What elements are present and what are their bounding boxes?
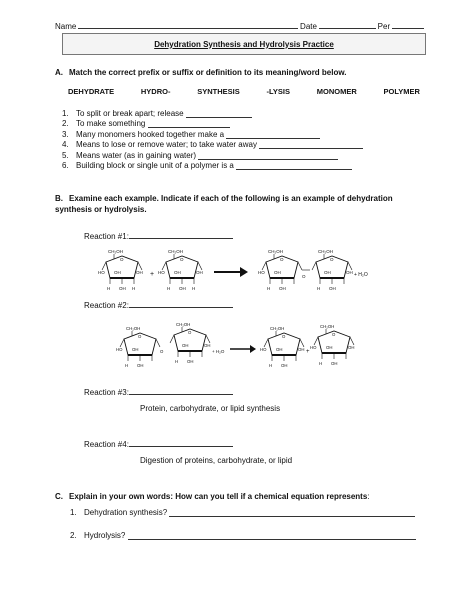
svg-text:OH: OH bbox=[331, 361, 338, 366]
svg-text:HO: HO bbox=[98, 270, 105, 275]
svg-text:H: H bbox=[319, 361, 323, 366]
per-field[interactable] bbox=[392, 22, 424, 29]
water-reactant: + H₂O bbox=[212, 349, 225, 354]
svg-text:O: O bbox=[330, 257, 334, 262]
reaction-1-label: Reaction #1: bbox=[84, 230, 233, 241]
svg-text:CH₂OH: CH₂OH bbox=[318, 249, 333, 254]
svg-text:HO: HO bbox=[260, 347, 267, 352]
svg-text:OH: OH bbox=[204, 343, 211, 348]
term-bank bbox=[68, 87, 420, 96]
svg-text:O: O bbox=[302, 274, 306, 279]
reaction-arrow-icon bbox=[230, 345, 256, 353]
svg-text:OH: OH bbox=[274, 270, 281, 275]
worksheet-title bbox=[62, 33, 426, 55]
svg-text:O: O bbox=[138, 334, 142, 339]
list-item: 6. Building block or single unit of a polymer is a bbox=[62, 161, 363, 171]
svg-text:OH: OH bbox=[324, 270, 331, 275]
title-text: Dehydration Synthesis and Hydrolysis Practice bbox=[154, 39, 334, 49]
svg-text:H: H bbox=[175, 359, 179, 364]
answer-blank[interactable] bbox=[259, 140, 363, 149]
water-product: + H₂O bbox=[354, 272, 368, 278]
term-lysis: -LYSIS bbox=[266, 87, 291, 96]
svg-text:H: H bbox=[167, 286, 171, 291]
answer-blank[interactable] bbox=[148, 119, 230, 128]
name-field[interactable] bbox=[78, 22, 298, 29]
svg-text:OH: OH bbox=[196, 270, 203, 275]
svg-text:CH₂OH: CH₂OH bbox=[126, 326, 141, 331]
reaction-3-answer[interactable] bbox=[129, 386, 233, 395]
name-label: Name bbox=[55, 22, 77, 31]
svg-text:OH: OH bbox=[182, 343, 189, 348]
list-item: 4. Means to lose or remove water; to take water away bbox=[62, 140, 363, 150]
term-synthesis: SYNTHESIS bbox=[197, 87, 240, 96]
list-item: 1. To split or break apart; release bbox=[62, 109, 363, 119]
section-c-item-2: 2. Hydrolysis? bbox=[70, 531, 416, 540]
svg-text:H: H bbox=[269, 363, 273, 368]
reaction-1-answer[interactable] bbox=[129, 230, 233, 239]
svg-text:OH: OH bbox=[276, 347, 283, 352]
svg-text:CH₂OH: CH₂OH bbox=[108, 249, 123, 254]
svg-text:O: O bbox=[188, 330, 192, 335]
section-c-item-1: 1. Dehydration synthesis? bbox=[70, 508, 415, 517]
term-dehydrate: DEHYDRATE bbox=[68, 87, 115, 96]
date-label: Date bbox=[300, 22, 317, 31]
svg-text:OH: OH bbox=[326, 345, 333, 350]
svg-text:OH: OH bbox=[179, 286, 186, 291]
reaction-arrow-icon bbox=[214, 267, 248, 277]
svg-text:HO: HO bbox=[158, 270, 165, 275]
svg-text:OH: OH bbox=[279, 286, 286, 291]
svg-text:H: H bbox=[192, 286, 196, 291]
section-a-question: A. Match the correct prefix or suffix or definition to its meaning/word below. bbox=[55, 68, 347, 77]
svg-text:HO: HO bbox=[116, 347, 123, 352]
term-monomer: MONOMER bbox=[316, 87, 357, 96]
svg-text:OH: OH bbox=[174, 270, 181, 275]
svg-text:OH: OH bbox=[137, 363, 144, 368]
svg-text:OH: OH bbox=[346, 270, 353, 275]
section-b-question: B. Examine each example. Indicate if each of the following is an example of dehydration synthesis or hydrolysis. bbox=[55, 194, 393, 214]
svg-text:O: O bbox=[160, 349, 164, 354]
svg-text:H: H bbox=[267, 286, 271, 291]
section-c-question: C. Explain in your own words: How can you tell if a chemical equation represents: bbox=[55, 492, 370, 501]
svg-text:OH: OH bbox=[136, 270, 143, 275]
svg-text:H: H bbox=[317, 286, 321, 291]
svg-text:O: O bbox=[120, 257, 124, 262]
list-item: 3. Many monomers hooked together make a bbox=[62, 130, 363, 140]
reaction-4-prompt: Digestion of proteins, carbohydrate, or lipid bbox=[140, 456, 293, 465]
answer-line[interactable] bbox=[128, 531, 416, 540]
svg-text:OH: OH bbox=[114, 270, 121, 275]
term-hydro: HYDRO- bbox=[140, 87, 171, 96]
reaction-3-prompt: Protein, carbohydrate, or lipid synthesis bbox=[140, 404, 281, 413]
header-fields bbox=[55, 22, 426, 31]
svg-text:OH: OH bbox=[119, 286, 126, 291]
svg-text:CH₂OH: CH₂OH bbox=[268, 249, 283, 254]
plus-sign: + bbox=[150, 271, 155, 278]
answer-blank[interactable] bbox=[186, 109, 252, 118]
list-item: 2. To make something bbox=[62, 119, 363, 129]
reaction-2-answer[interactable] bbox=[129, 299, 233, 308]
svg-text:O: O bbox=[332, 332, 336, 337]
date-field[interactable] bbox=[319, 22, 376, 29]
svg-text:OH: OH bbox=[298, 347, 305, 352]
svg-text:HO: HO bbox=[258, 270, 265, 275]
svg-text:H: H bbox=[132, 286, 136, 291]
svg-text:H: H bbox=[107, 286, 111, 291]
answer-blank[interactable] bbox=[226, 130, 320, 139]
svg-text:CH₂OH: CH₂OH bbox=[270, 326, 285, 331]
svg-text:OH: OH bbox=[132, 347, 139, 352]
svg-text:CH₂OH: CH₂OH bbox=[176, 323, 191, 327]
svg-text:CH₂OH: CH₂OH bbox=[168, 249, 183, 254]
svg-text:OH: OH bbox=[329, 286, 336, 291]
answer-line[interactable] bbox=[169, 508, 415, 517]
list-item: 5. Means water (as in gaining water) bbox=[62, 151, 363, 161]
svg-text:OH: OH bbox=[187, 359, 194, 364]
svg-text:H: H bbox=[125, 363, 129, 368]
per-label: Per bbox=[377, 22, 391, 31]
svg-text:+: + bbox=[306, 349, 310, 355]
reaction-2-label: Reaction #2: bbox=[84, 299, 233, 310]
term-polymer: POLYMER bbox=[383, 87, 420, 96]
reaction-2-diagram bbox=[114, 323, 360, 371]
svg-text:OH: OH bbox=[281, 363, 288, 368]
svg-text:OH: OH bbox=[348, 345, 355, 350]
reaction-3-label: Reaction #3: bbox=[84, 386, 233, 397]
answer-blank[interactable] bbox=[236, 161, 352, 170]
answer-blank[interactable] bbox=[198, 151, 338, 160]
svg-text:O: O bbox=[282, 334, 286, 339]
matching-list bbox=[62, 109, 363, 171]
reaction-4-label: Reaction #4: bbox=[84, 438, 233, 449]
svg-text:CH₂OH: CH₂OH bbox=[320, 324, 335, 329]
svg-text:O: O bbox=[180, 257, 184, 262]
reaction-4-answer[interactable] bbox=[129, 438, 233, 447]
svg-text:O: O bbox=[280, 257, 284, 262]
reaction-1-diagram bbox=[96, 246, 376, 296]
svg-text:HO: HO bbox=[310, 345, 317, 350]
